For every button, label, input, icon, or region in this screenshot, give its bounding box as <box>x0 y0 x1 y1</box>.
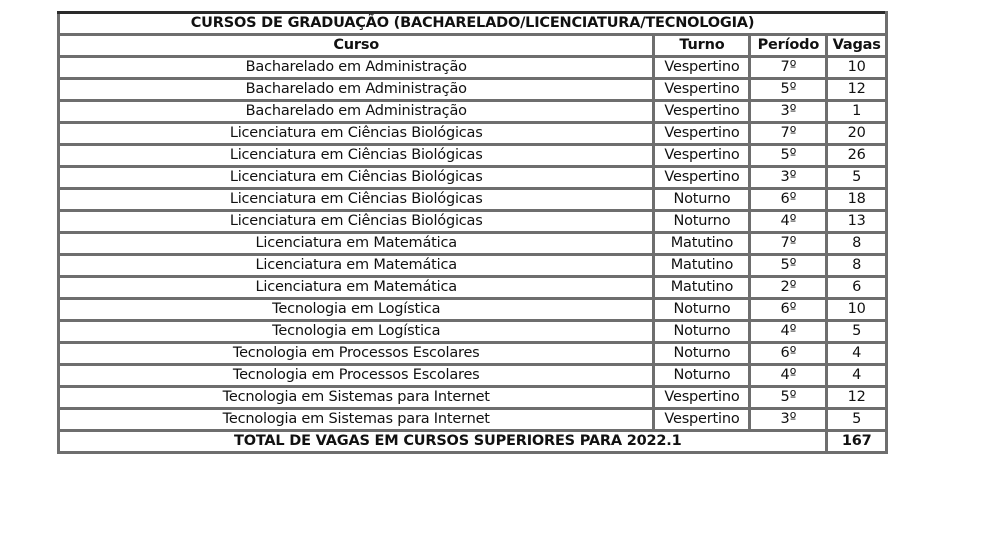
cell-periodo: 5º <box>750 79 827 101</box>
cell-turno: Vespertino <box>654 123 750 145</box>
table-row <box>59 365 887 387</box>
cell-periodo: 3º <box>750 409 827 431</box>
header-row <box>59 35 887 57</box>
cell-vagas: 26 <box>827 145 887 167</box>
cell-curso: Licenciatura em Ciências Biológicas <box>59 145 654 167</box>
cell-turno: Vespertino <box>654 145 750 167</box>
cell-turno: Matutino <box>654 255 750 277</box>
cell-curso: Licenciatura em Ciências Biológicas <box>59 123 654 145</box>
cell-turno: Vespertino <box>654 101 750 123</box>
cell-curso: Licenciatura em Matemática <box>59 233 654 255</box>
cell-vagas: 8 <box>827 233 887 255</box>
table-row <box>59 255 887 277</box>
cell-periodo: 3º <box>750 101 827 123</box>
cell-curso: Bacharelado em Administração <box>59 79 654 101</box>
table-body <box>59 57 887 431</box>
cell-turno: Vespertino <box>654 409 750 431</box>
cell-turno: Vespertino <box>654 57 750 79</box>
cell-turno: Matutino <box>654 233 750 255</box>
header-vagas: Vagas <box>827 35 887 57</box>
cell-periodo: 5º <box>750 387 827 409</box>
cell-periodo: 6º <box>750 343 827 365</box>
cell-turno: Matutino <box>654 277 750 299</box>
cell-curso: Tecnologia em Logística <box>59 299 654 321</box>
table-row <box>59 409 887 431</box>
cell-periodo: 4º <box>750 211 827 233</box>
cell-vagas: 5 <box>827 409 887 431</box>
cell-periodo: 5º <box>750 145 827 167</box>
cell-turno: Noturno <box>654 211 750 233</box>
cell-periodo: 6º <box>750 189 827 211</box>
cell-vagas: 12 <box>827 79 887 101</box>
cell-periodo: 7º <box>750 57 827 79</box>
table-row <box>59 387 887 409</box>
cell-vagas: 6 <box>827 277 887 299</box>
cell-vagas: 20 <box>827 123 887 145</box>
cell-vagas: 12 <box>827 387 887 409</box>
header-turno: Turno <box>654 35 750 57</box>
table-row <box>59 145 887 167</box>
cell-periodo: 4º <box>750 321 827 343</box>
cell-turno: Noturno <box>654 343 750 365</box>
cell-curso: Licenciatura em Matemática <box>59 277 654 299</box>
cell-vagas: 5 <box>827 167 887 189</box>
table-row <box>59 189 887 211</box>
cell-curso: Tecnologia em Sistemas para Internet <box>59 387 654 409</box>
table-row <box>59 123 887 145</box>
cell-curso: Licenciatura em Ciências Biológicas <box>59 189 654 211</box>
cell-vagas: 10 <box>827 57 887 79</box>
cell-vagas: 4 <box>827 365 887 387</box>
cell-turno: Vespertino <box>654 387 750 409</box>
cell-turno: Noturno <box>654 321 750 343</box>
table-row <box>59 233 887 255</box>
cell-periodo: 7º <box>750 233 827 255</box>
cell-curso: Bacharelado em Administração <box>59 57 654 79</box>
cell-turno: Noturno <box>654 189 750 211</box>
cell-periodo: 2º <box>750 277 827 299</box>
cell-vagas: 10 <box>827 299 887 321</box>
cell-curso: Licenciatura em Ciências Biológicas <box>59 167 654 189</box>
cell-turno: Vespertino <box>654 167 750 189</box>
table-row <box>59 277 887 299</box>
cell-curso: Tecnologia em Processos Escolares <box>59 365 654 387</box>
cell-vagas: 13 <box>827 211 887 233</box>
table-title-row <box>59 13 887 35</box>
cell-vagas: 18 <box>827 189 887 211</box>
cell-turno: Noturno <box>654 299 750 321</box>
total-row <box>59 431 887 453</box>
cell-curso: Licenciatura em Matemática <box>59 255 654 277</box>
header-curso: Curso <box>59 35 654 57</box>
cell-periodo: 4º <box>750 365 827 387</box>
cell-periodo: 5º <box>750 255 827 277</box>
cell-periodo: 6º <box>750 299 827 321</box>
cell-curso: Tecnologia em Sistemas para Internet <box>59 409 654 431</box>
cell-curso: Licenciatura em Ciências Biológicas <box>59 211 654 233</box>
table-row <box>59 211 887 233</box>
cell-periodo: 7º <box>750 123 827 145</box>
table-title: CURSOS DE GRADUAÇÃO (BACHARELADO/LICENCIATURA/TECNOLOGIA) <box>59 13 887 35</box>
table-row <box>59 343 887 365</box>
header-periodo: Período <box>750 35 827 57</box>
table-row <box>59 299 887 321</box>
vacancies-table <box>57 11 888 454</box>
table-row <box>59 321 887 343</box>
cell-vagas: 1 <box>827 101 887 123</box>
cell-turno: Noturno <box>654 365 750 387</box>
cell-vagas: 8 <box>827 255 887 277</box>
cell-periodo: 3º <box>750 167 827 189</box>
cell-curso: Tecnologia em Logística <box>59 321 654 343</box>
cell-curso: Bacharelado em Administração <box>59 101 654 123</box>
table-row <box>59 167 887 189</box>
table-row <box>59 57 887 79</box>
cell-vagas: 4 <box>827 343 887 365</box>
table-row <box>59 79 887 101</box>
cell-vagas: 5 <box>827 321 887 343</box>
total-value: 167 <box>827 431 887 453</box>
cell-curso: Tecnologia em Processos Escolares <box>59 343 654 365</box>
table-row <box>59 101 887 123</box>
cell-turno: Vespertino <box>654 79 750 101</box>
total-label: TOTAL DE VAGAS EM CURSOS SUPERIORES PARA 2022.1 <box>59 431 827 453</box>
